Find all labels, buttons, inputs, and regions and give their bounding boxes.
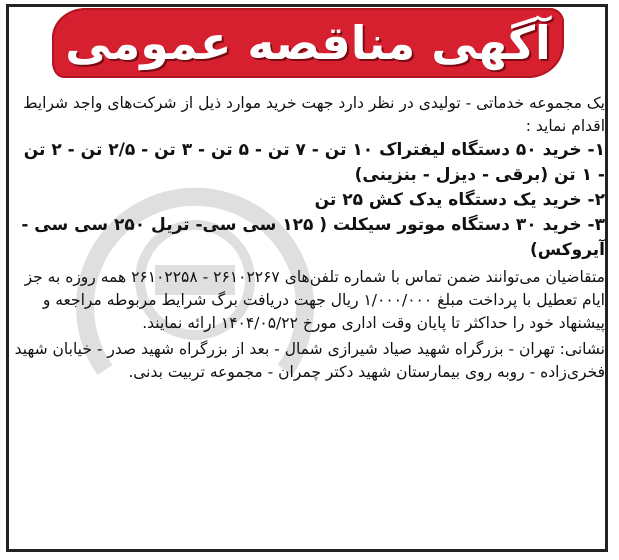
ad-body [12, 92, 605, 384]
applicants-paragraph: متقاضیان می‌توانند ضمن تماس با شماره تلفن‌های ۲۶۱۰۲۲۶۷ - ۲۶۱۰۲۲۵۸ همه روزه به جز ایام تعطیل با پرداخت مبلغ ۱/۰۰۰/۰۰۰ ریال جهت دریافت برگ شرایط مربوطه مراجعه و پیشنهاد خود را حداکثر تا پایان وقت اداری مورخ ۱۴۰۴/۰۵/۲۲ ارائه نمایند. [24, 268, 605, 332]
intro-paragraph: یک مجموعه خدماتی - تولیدی در نظر دارد جهت خرید موارد ذیل از شرکت‌های واجد شرایط اقدام نماید : [23, 94, 605, 135]
address-paragraph: نشانی: تهران - بزرگراه شهید صیاد شیرازی شمال - بعد از بزرگراه شهید صدر - خیابان شهید فخری‌زاده - روبه روی بیمارستان شهید دکتر چمران - مجموعه تربیت بدنی. [14, 340, 605, 381]
item-1: ۱- خرید ۵۰ دستگاه لیفتراک ۱۰ تن - ۷ تن - ۵ تن - ۳ تن - ۲/۵ تن - ۲ تن - ۱ تن (برقی - دیزل - بنزینی) [23, 140, 605, 185]
ad-title: آگهی مناقصه عمومی [65, 16, 551, 70]
item-3: ۳- خرید ۳۰ دستگاه موتور سیکلت ( ۱۲۵ سی سی- تریل ۲۵۰ سی سی - آیروکس) [21, 215, 605, 260]
title-banner [52, 8, 564, 78]
item-2: ۲- خرید یک دستگاه یدک کش ۲۵ تن [314, 190, 605, 210]
